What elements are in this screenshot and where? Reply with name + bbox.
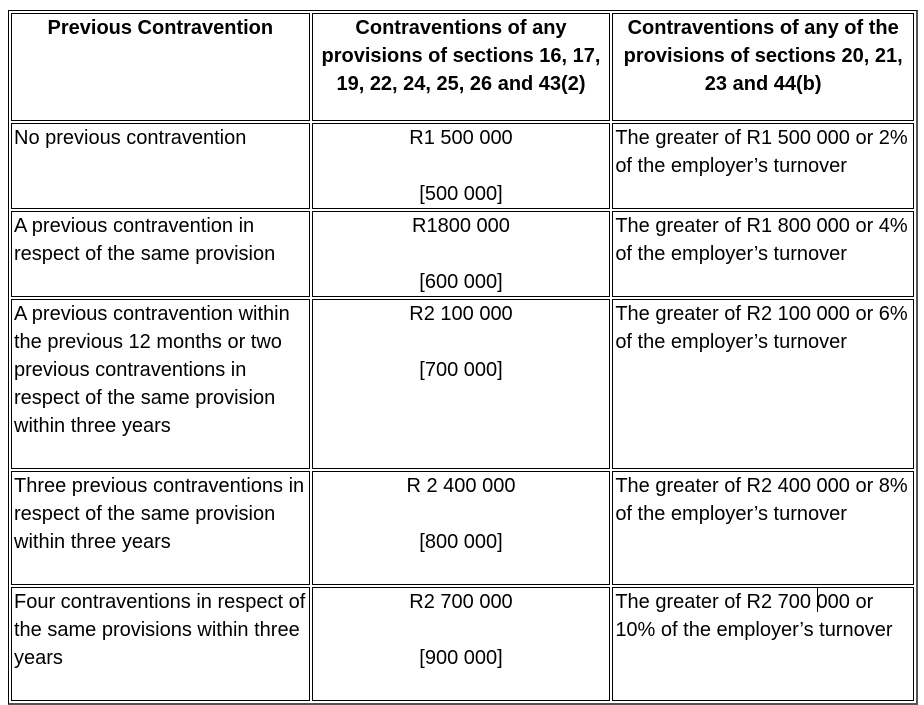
table-row [11, 123, 914, 209]
fine-cell [312, 471, 611, 585]
fine-amount: R2 700 000 [409, 591, 513, 613]
alternative-fine-cell: The greater of R1 800 000 or 4% of the employer’s turnover [612, 211, 914, 297]
fine-bracket-amount: [600 000] [419, 271, 503, 293]
alternative-fine-cell: The greater of R2 400 000 or 8% of the employer’s turnover [612, 471, 914, 585]
fine-amount: R2 100 000 [409, 303, 513, 325]
table-row [11, 587, 914, 701]
previous-contravention-cell: Three previous contraventions in respect of the same provision within three years [11, 471, 310, 585]
header-sections-20-44: Contraventions of any of the provisions of sections 20, 21, 23 and 44(b) [612, 13, 914, 121]
fine-cell [312, 123, 611, 209]
fine-amount: R1800 000 [412, 215, 510, 237]
alternative-text-before-cursor: The greater of R2 700 [615, 591, 817, 613]
alternative-fine-cell[interactable] [612, 587, 914, 701]
previous-contravention-cell: No previous contravention [11, 123, 310, 209]
fine-bracket-amount: [900 000] [419, 647, 503, 669]
table-row [11, 211, 914, 297]
table-row [11, 299, 914, 469]
header-sections-16-43: Contraventions of any provisions of sections 16, 17, 19, 22, 24, 25, 26 and 43(2) [312, 13, 611, 121]
table-row [11, 471, 914, 585]
previous-contravention-cell: A previous contravention in respect of the same provision [11, 211, 310, 297]
fine-bracket-amount: [500 000] [419, 183, 503, 205]
previous-contravention-cell: Four contraventions in respect of the same provisions within three years [11, 587, 310, 701]
contravention-fines-table [8, 10, 918, 705]
alternative-fine-cell: The greater of R1 500 000 or 2% of the employer’s turnover [612, 123, 914, 209]
fine-cell [312, 587, 611, 701]
alternative-text-after-cursor: 000 or 10% of the employer’s turnover [615, 591, 893, 641]
fine-cell [312, 299, 611, 469]
fine-amount: R1 500 000 [409, 127, 513, 149]
fine-amount: R 2 400 000 [406, 475, 516, 497]
previous-contravention-cell: A previous contravention within the previous 12 months or two previous contraventions in respect of the same provision within three years [11, 299, 310, 469]
alternative-fine-cell: The greater of R2 100 000 or 6% of the employer’s turnover [612, 299, 914, 469]
fine-bracket-amount: [700 000] [419, 359, 503, 381]
header-previous-contravention: Previous Contravention [11, 13, 310, 121]
fine-bracket-amount: [800 000] [419, 531, 503, 553]
fine-cell [312, 211, 611, 297]
table-header-row [11, 13, 914, 121]
